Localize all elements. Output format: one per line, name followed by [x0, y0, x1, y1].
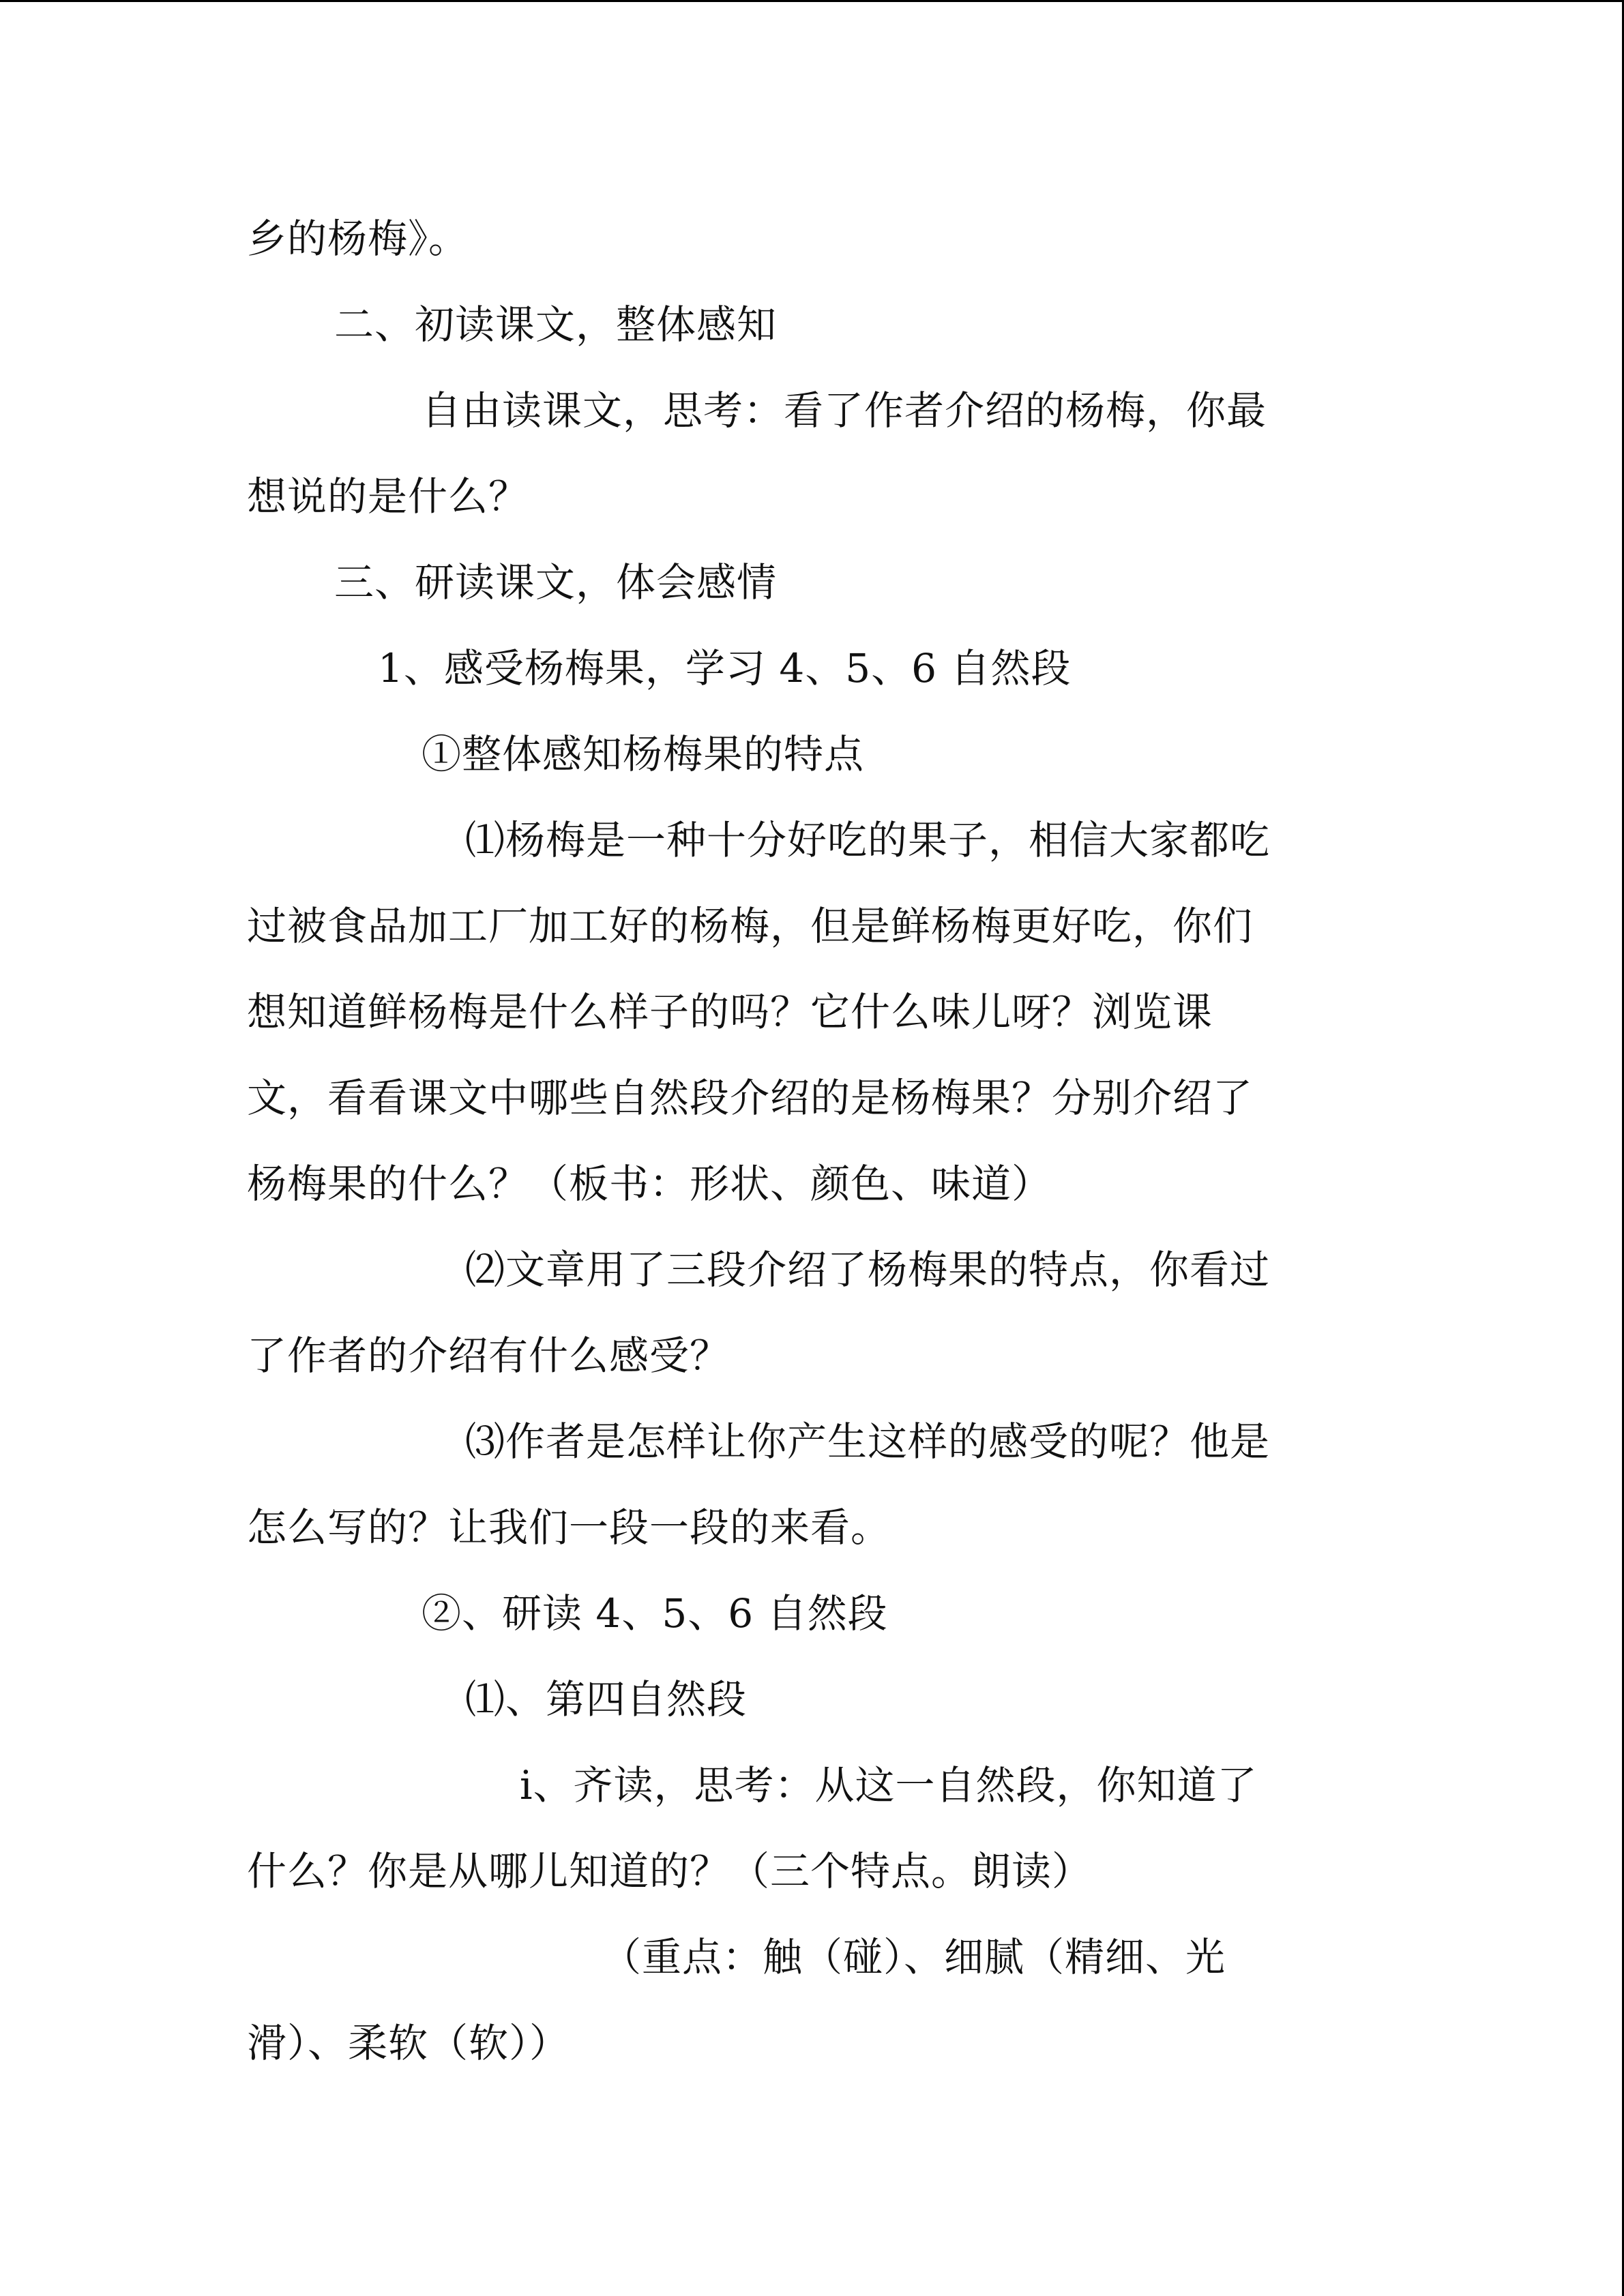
text-line: ⑶作者是怎样让你产生这样的感受的呢？他是 — [465, 1418, 1271, 1465]
text-line: ⑴杨梅是一种十分好吃的果子，相信大家都吃 — [465, 817, 1271, 863]
section-heading: 二、初读课文，整体感知 — [334, 301, 778, 348]
text-line: 什么？你是从哪儿知道的？（三个特点。朗读） — [247, 1848, 1093, 1894]
subsection-heading: ①整体感知杨梅果的特点 — [422, 731, 865, 777]
subsection-heading: ⑴、第四自然段 — [465, 1676, 748, 1723]
text-line: 过被食品加工厂加工好的杨梅，但是鲜杨梅更好吃，你们 — [247, 903, 1254, 949]
text-line: 自由读课文，思考：看了作者介绍的杨梅，你最 — [422, 387, 1267, 434]
text-line: 杨梅果的什么？（板书：形状、颜色、味道） — [247, 1161, 1052, 1207]
text-line: 文，看看课文中哪些自然段介绍的是杨梅果？分别介绍了 — [247, 1075, 1254, 1121]
text-line: ⅰ、齐读，思考：从这一自然段，你知道了 — [520, 1762, 1258, 1808]
text-line: 乡的杨梅》。 — [247, 215, 469, 262]
text-line: ⑵文章用了三段介绍了杨梅果的特点，你看过 — [465, 1247, 1271, 1293]
text-line: 怎么写的？让我们一段一段的来看。 — [247, 1504, 891, 1551]
text-line: 了作者的介绍有什么感受？ — [247, 1332, 730, 1379]
subsection-heading: 1、感受杨梅果，学习 4、5、6 自然段 — [378, 645, 1072, 691]
text-line: 滑）、柔软（软）） — [247, 2020, 570, 2066]
text-line: （重点：触（碰）、细腻（精细、光 — [602, 1934, 1226, 1980]
section-heading: 三、研读课文，体会感情 — [334, 559, 778, 606]
subsection-heading: ②、研读 4、5、6 自然段 — [422, 1590, 888, 1637]
text-line: 想知道鲜杨梅是什么样子的吗？它什么味儿呀？浏览课 — [247, 989, 1213, 1035]
text-line: 想说的是什么？ — [247, 473, 529, 520]
